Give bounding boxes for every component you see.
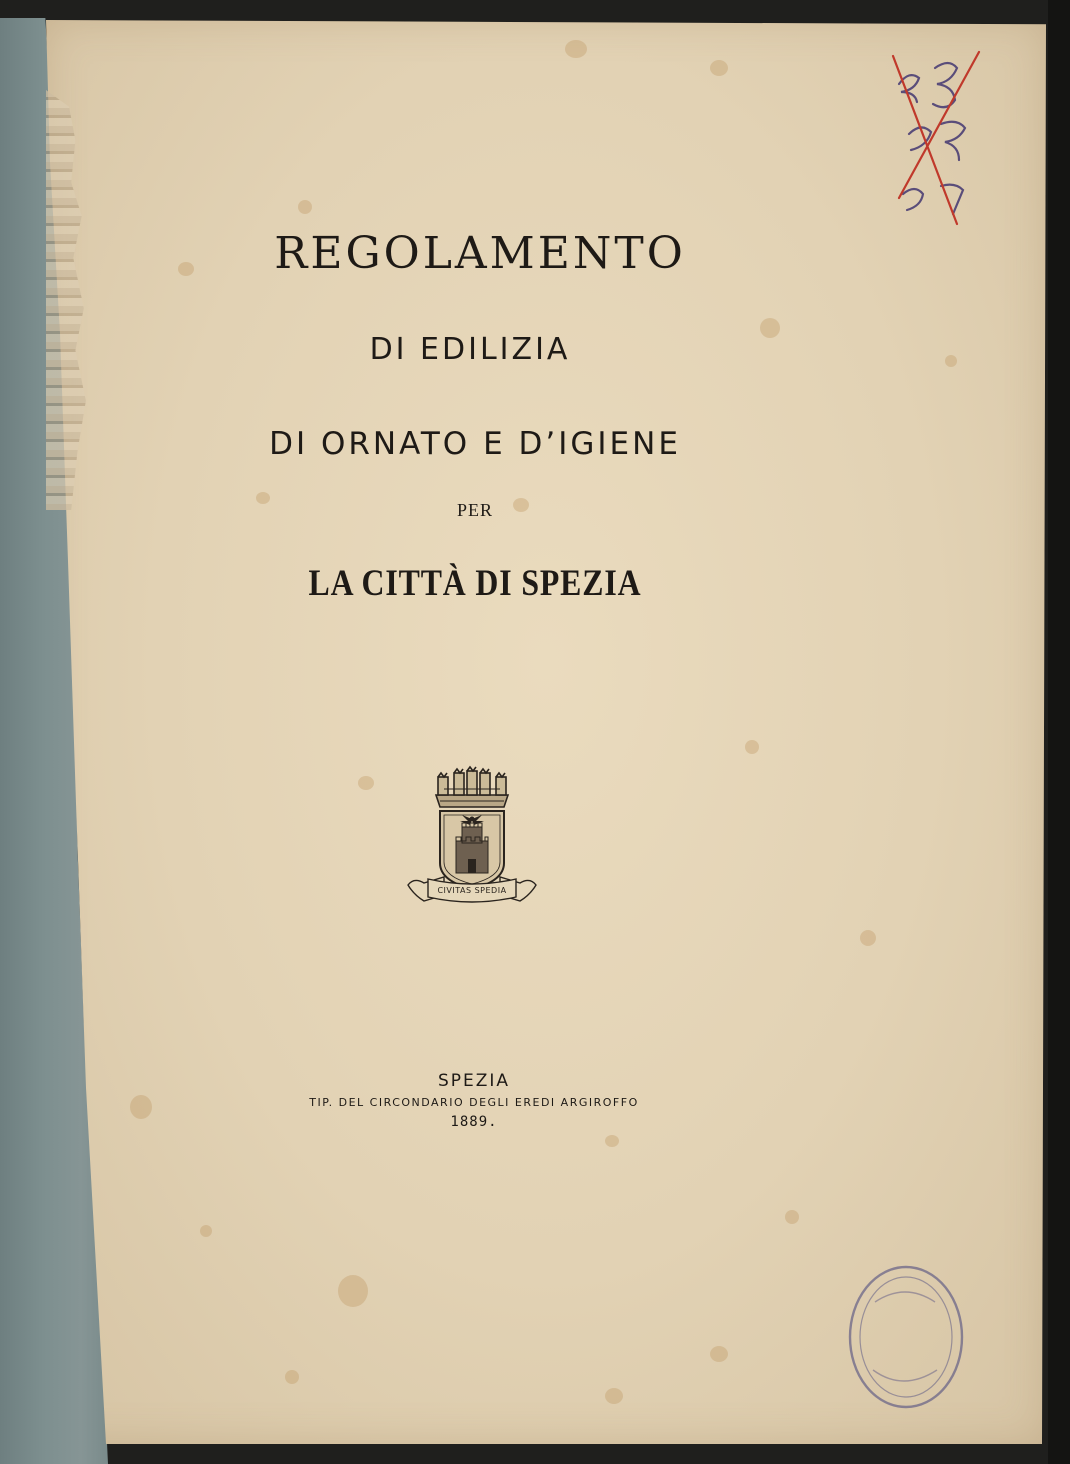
foxing-spot xyxy=(710,1346,728,1362)
foxing-spot xyxy=(710,60,728,76)
foxing-spot xyxy=(785,1210,799,1224)
foxing-spot xyxy=(338,1275,368,1307)
imprint-city: SPEZIA xyxy=(437,1071,511,1091)
imprint-year: 1889. xyxy=(450,1114,498,1130)
foxing-spot xyxy=(565,40,587,58)
foxing-spot xyxy=(945,355,957,367)
foxing-spot xyxy=(178,262,194,276)
shield-icon xyxy=(440,811,504,889)
imprint-printer: TIP. DEL CIRCONDARIO DEGLI EREDI ARGIROFFO xyxy=(309,1096,639,1109)
scan-border xyxy=(1048,0,1070,1464)
title-citta-di-spezia: LA CITTÀ DI SPEZIA xyxy=(308,563,642,604)
foxing-spot xyxy=(358,776,374,790)
foxing-spot xyxy=(860,930,876,946)
coat-of-arms xyxy=(404,765,540,907)
foxing-spot xyxy=(298,200,312,214)
foxing-spot xyxy=(130,1095,152,1119)
foxing-spot xyxy=(605,1388,623,1404)
mural-crown-icon xyxy=(436,767,508,807)
foxing-spot xyxy=(285,1370,299,1384)
handwritten-shelfmark xyxy=(885,48,985,230)
title-di-ornato: DI ORNATO E D’IGIENE xyxy=(269,426,681,462)
title-regolamento: REGOLAMENTO xyxy=(274,228,686,279)
crest-motto: CIVITAS SPEDIA xyxy=(437,886,507,895)
title-di-edilizia: DI EDILIZIA xyxy=(369,332,571,367)
foxing-spot xyxy=(605,1135,619,1147)
foxing-spot xyxy=(745,740,759,754)
foxing-spot xyxy=(760,318,780,338)
foxing-spot xyxy=(200,1225,212,1237)
title-per: PER xyxy=(456,500,493,520)
library-stamp xyxy=(845,1262,967,1412)
